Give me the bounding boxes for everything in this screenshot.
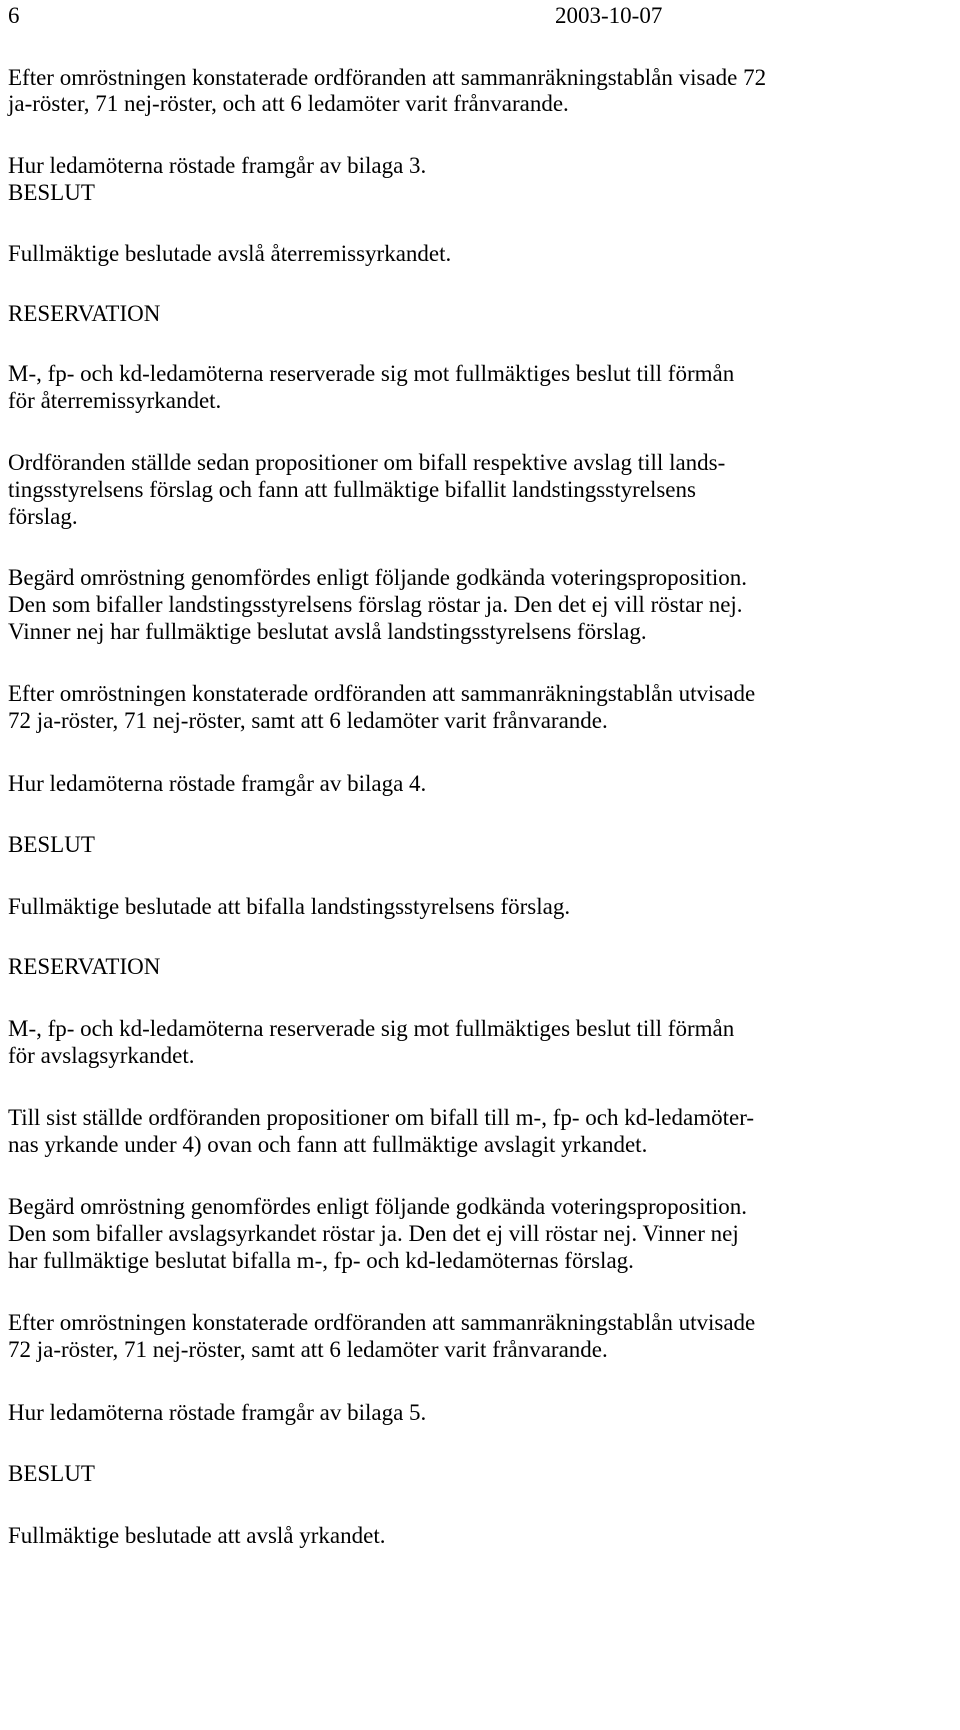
text-line: Den som bifaller landstingsstyrelsens förslag röstar ja. Den det ej vill röstar nej. (8, 592, 743, 617)
text-line: Hur ledamöterna röstade framgår av bilaga 3. (8, 153, 427, 178)
text-line: 72 ja-röster, 71 nej-röster, samt att 6 ledamöter varit frånvarande. (8, 1337, 608, 1362)
text-line: nas yrkande under 4) ovan och fann att fullmäktige avslagit yrkandet. (8, 1132, 648, 1157)
text-line: för avslagsyrkandet. (8, 1043, 195, 1068)
text-line: har fullmäktige beslutat bifalla m-, fp- och kd-ledamöternas förslag. (8, 1248, 634, 1273)
text-line: M-, fp- och kd-ledamöterna reserverade sig mot fullmäktiges beslut till förmån (8, 1016, 735, 1041)
section-heading: RESERVATION (8, 954, 161, 979)
text-line: för återremissyrkandet. (8, 388, 222, 413)
text-line: M-, fp- och kd-ledamöterna reserverade sig mot fullmäktiges beslut till förmån (8, 361, 735, 386)
text-line: Ordföranden ställde sedan propositioner om bifall respektive avslag till lands- (8, 450, 726, 475)
text-line: tingsstyrelsens förslag och fann att fullmäktige bifallit landstingsstyrelsens (8, 477, 696, 502)
page-number: 6 (8, 3, 20, 28)
text-line: Den som bifaller avslagsyrkandet röstar ja. Den det ej vill röstar nej. Vinner nej (8, 1221, 739, 1246)
text-line: Fullmäktige beslutade att bifalla landstingsstyrelsens förslag. (8, 894, 571, 919)
text-line: Vinner nej har fullmäktige beslutat avslå landstingsstyrelsens förslag. (8, 619, 647, 644)
text-line: Hur ledamöterna röstade framgår av bilaga 5. (8, 1400, 427, 1425)
text-line: Hur ledamöterna röstade framgår av bilaga 4. (8, 771, 427, 796)
section-heading: BESLUT (8, 832, 95, 857)
text-line: Efter omröstningen konstaterade ordföranden att sammanräkningstablån utvisade (8, 681, 756, 706)
text-line: Efter omröstningen konstaterade ordföranden att sammanräkningstablån visade 72 (8, 65, 767, 90)
text-line: Fullmäktige beslutade att avslå yrkandet. (8, 1523, 386, 1548)
section-heading: BESLUT (8, 1461, 95, 1486)
text-line: Till sist ställde ordföranden propositioner om bifall till m-, fp- och kd-ledamöter- (8, 1105, 755, 1130)
section-heading: RESERVATION (8, 301, 161, 326)
section-heading: BESLUT (8, 180, 95, 205)
text-line: Begärd omröstning genomfördes enligt följande godkända voteringsproposition. (8, 1194, 748, 1219)
text-line: Fullmäktige beslutade avslå återremissyrkandet. (8, 241, 452, 266)
text-line: förslag. (8, 504, 78, 529)
text-line: ja-röster, 71 nej-röster, och att 6 ledamöter varit frånvarande. (8, 91, 569, 116)
text-line: Efter omröstningen konstaterade ordföranden att sammanräkningstablån utvisade (8, 1310, 756, 1335)
page-date: 2003-10-07 (555, 3, 663, 28)
text-line: 72 ja-röster, 71 nej-röster, samt att 6 ledamöter varit frånvarande. (8, 708, 608, 733)
text-line: Begärd omröstning genomfördes enligt följande godkända voteringsproposition. (8, 565, 748, 590)
